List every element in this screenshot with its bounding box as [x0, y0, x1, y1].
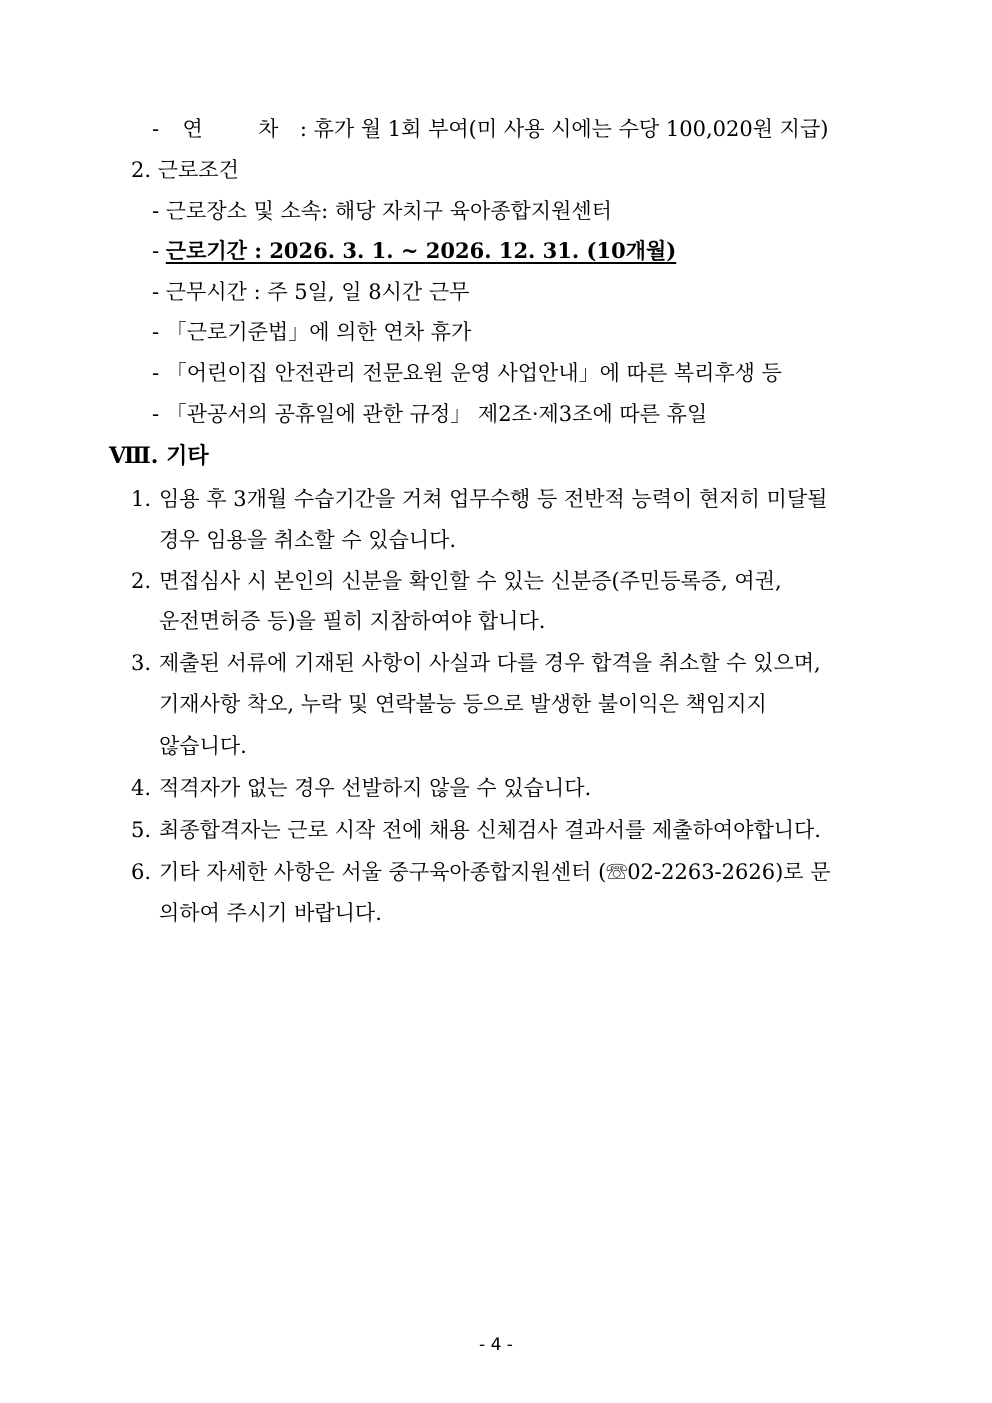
list-item-3: [131, 648, 821, 678]
list-item-2: [131, 566, 782, 596]
list-item-text: 면접심사 시 본인의 신분을 확인할 수 있는 신분증(주민등록증, 여권,: [159, 569, 782, 593]
list-item-text: 최종합격자는 근로 시작 전에 채용 신체검사 결과서를 제출하여야합니다.: [159, 818, 821, 842]
list-item-2-continuation: 운전면허증 등)을 필히 지참하여야 합니다.: [159, 609, 546, 633]
list-item-number: 1.: [131, 487, 152, 511]
list-item-number: 3.: [131, 651, 152, 675]
list-item-text: 기타 자세한 사항은 서울 중구육아종합지원센터 (☏02-2263-2626)로 문: [159, 860, 831, 884]
list-item-number: 6.: [131, 860, 152, 884]
list-item-4: [131, 773, 591, 803]
work-conditions-heading: 2. 근로조건: [131, 158, 239, 182]
list-item-1: [131, 484, 854, 514]
list-item-number: 4.: [131, 776, 152, 800]
welfare-line: - 「어린이집 안전관리 전문요원 운영 사업안내」에 따른 복리후생 등: [152, 361, 782, 385]
annual-leave-line: [152, 114, 828, 144]
annual-leave-text: : 휴가 월 1회 부여(미 사용 시에는 수당 100,020원 지급): [299, 117, 829, 141]
holidays-line: - 「관공서의 공휴일에 관한 규정」 제2조·제3조에 따른 휴일: [152, 402, 708, 426]
list-item-5: [131, 815, 821, 845]
list-item-3-continuation-2: 않습니다.: [159, 734, 247, 758]
work-hours-line: - 근무시간 : 주 5일, 일 8시간 근무: [152, 280, 470, 304]
list-item-text: 제출된 서류에 기재된 사항이 사실과 다를 경우 합격을 취소할 수 있으며,: [159, 651, 821, 675]
list-item-6: [131, 857, 831, 887]
list-item-6-continuation: 의하여 주시기 바랍니다.: [159, 901, 382, 925]
section-8-title: Ⅷ. 기타: [109, 443, 209, 469]
list-item-1-continuation: 경우 임용을 취소할 수 있습니다.: [159, 528, 457, 552]
labor-law-line: - 「근로기준법」에 의한 연차 휴가: [152, 320, 472, 344]
work-place-line: - 근로장소 및 소속: 해당 자치구 육아종합지원센터: [152, 199, 612, 223]
list-item-text: 임용 후 3개월 수습기간을 거쳐 업무수행 등 전반적 능력이 현저히 미달될: [159, 487, 828, 511]
list-item-number: 2.: [131, 569, 152, 593]
annual-leave-label-b: 차: [258, 117, 279, 141]
work-period-dash: -: [152, 239, 160, 263]
annual-leave-dash: -: [152, 117, 160, 141]
list-item-number: 5.: [131, 818, 152, 842]
work-period-line: [152, 236, 676, 266]
list-item-text: 적격자가 없는 경우 선발하지 않을 수 있습니다.: [159, 776, 592, 800]
page-number: - 4 -: [479, 1335, 513, 1355]
work-period-text: 근로기간 : 2026. 3. 1. ~ 2026. 12. 31. (10개월): [165, 238, 677, 263]
list-item-3-continuation-1: 기재사항 착오, 누락 및 연락불능 등으로 발생한 불이익은 책임지지: [159, 692, 767, 716]
annual-leave-label-a: 연: [182, 117, 203, 141]
